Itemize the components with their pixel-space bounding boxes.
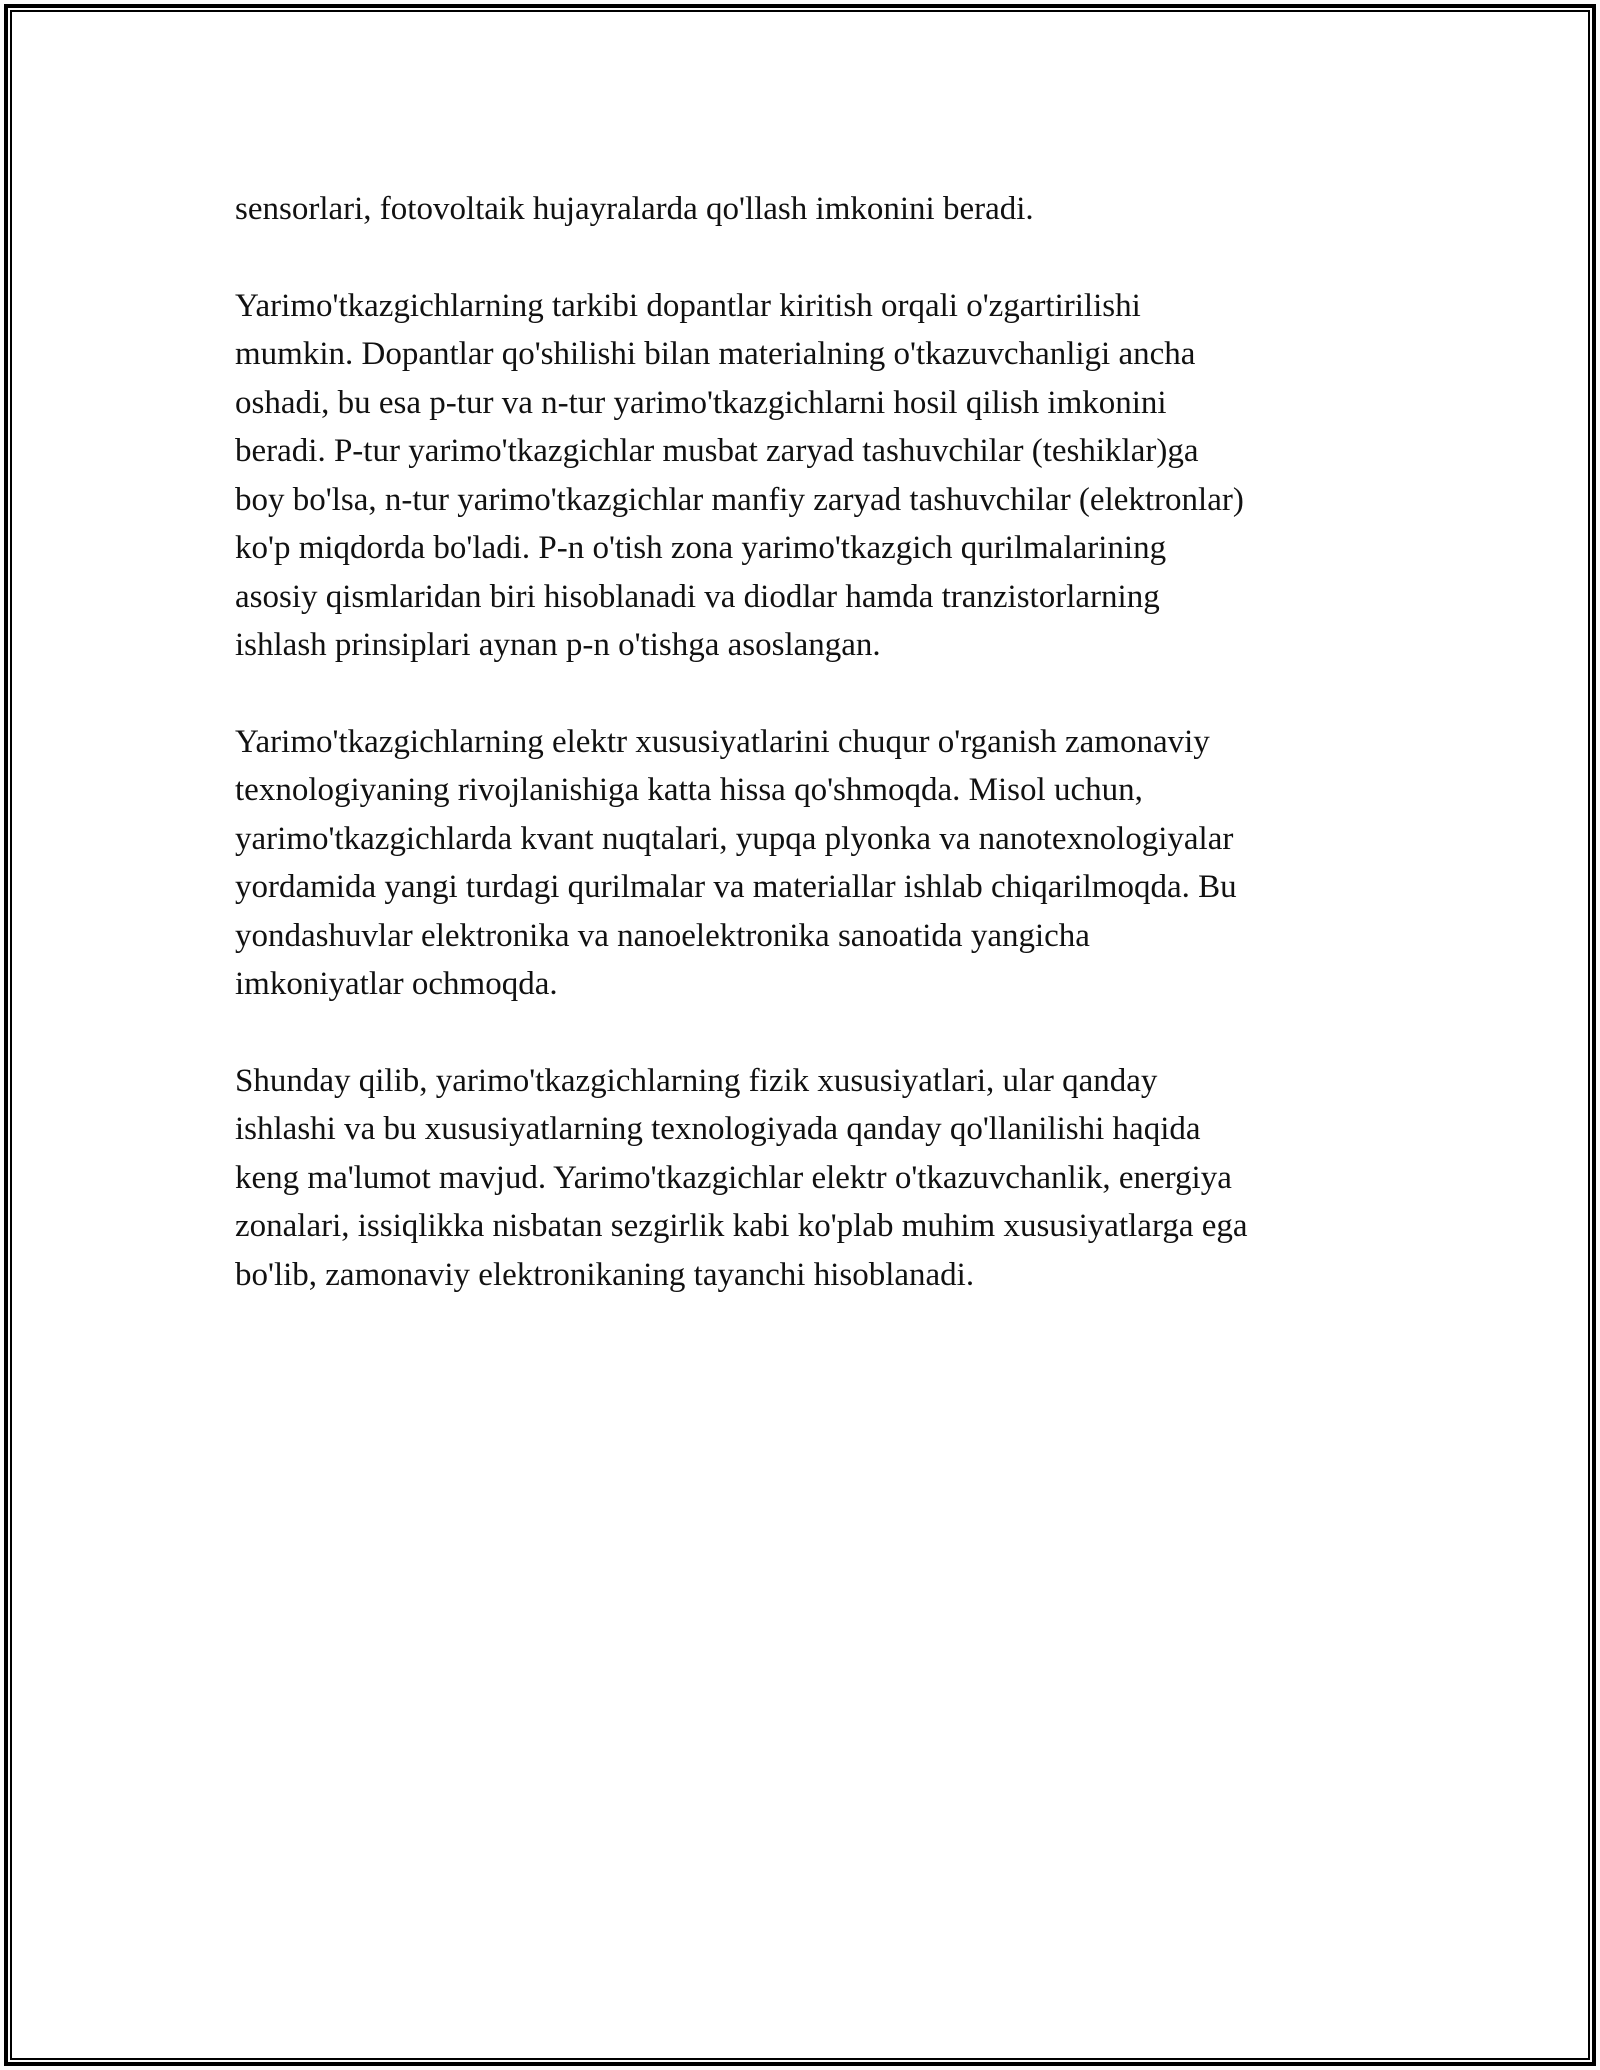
paragraph-modern-technology: Yarimo'tkazgichlarning elektr xususiyatlarini chuqur o'rganish zamonaviy texnologiyaning rivojlanishiga katta hissa qo'shmoqda. Misol uchun, yarimo'tkazgichlarda kvant nuqtalari, yupqa plyonka va nanotexnologiyalar yordamida yangi turdagi qurilmalar va materiallar ishlab chiqarilmoqda. Bu yondashuvlar elektronika va nanoelektronika sanoatida yangicha imkoniyatlar ochmoqda.: [235, 723, 1237, 1002]
paragraph-dopants: Yarimo'tkazgichlarning tarkibi dopantlar kiritish orqali o'zgartirilishi mumkin. Dopantlar qo'shilishi bilan materialning o'tkazuvchanligi ancha oshadi, bu esa p-tur va n-tur yarimo'tkazgichlarni hosil qilish imkonini beradi. P-tur yarimo'tkazgichlar musbat zaryad tashuvchilar (teshiklar)ga boy bo'lsa, n-tur yarimo'tkazgichlar manfiy zaryad tashuvchilar (elektronlar) ko'p miqdorda bo'ladi. P-n o'tish zona yarimo'tkazgich qurilmalarining asosiy qismlaridan biri hisoblanadi va diodlar hamda tranzistorlarning ishlash prinsiplari aynan p-n o'tishga asoslangan.: [235, 287, 1244, 663]
paragraph-conclusion: Shunday qilib, yarimo'tkazgichlarning fizik xususiyatlari, ular qanday ishlashi va bu xususiyatlarning texnologiyada qanday qo'llanilishi haqida keng ma'lumot mavjud. Yarimo'tkazgichlar elektr o'tkazuvchanlik, energiya zonalari, issiqlikka nisbatan sezgirlik kabi ko'plab muhim xususiyatlarga ega bo'lib, zamonaviy elektronikaning tayanchi hisoblanadi.: [235, 1062, 1248, 1293]
document-body: [235, 185, 1375, 1347]
paragraph-continuation: sensorlari, fotovoltaik hujayralarda qo'llash imkonini beradi.: [235, 191, 1034, 227]
